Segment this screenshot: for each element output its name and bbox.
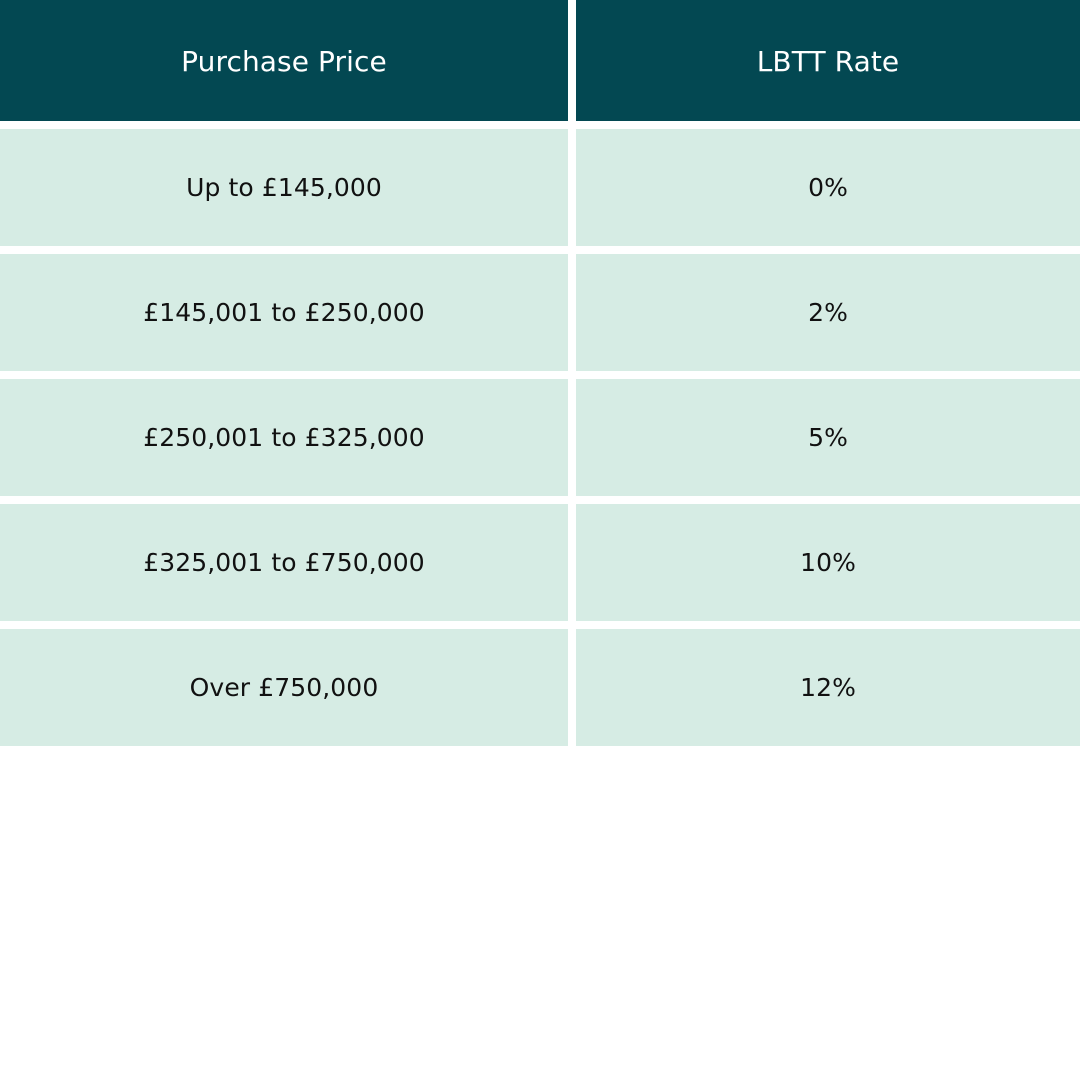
row-1-lbtt-rate: 0% xyxy=(576,129,1080,246)
row-2-purchase-price: £145,001 to £250,000 xyxy=(0,254,568,371)
row-3-lbtt-rate: 5% xyxy=(576,379,1080,496)
row-1-purchase-price: Up to £145,000 xyxy=(0,129,568,246)
row-4-lbtt-rate: 10% xyxy=(576,504,1080,621)
row-5-purchase-price: Over £750,000 xyxy=(0,629,568,746)
row-4-purchase-price: £325,001 to £750,000 xyxy=(0,504,568,621)
row-3-purchase-price: £250,001 to £325,000 xyxy=(0,379,568,496)
row-2-lbtt-rate: 2% xyxy=(576,254,1080,371)
header-lbtt-rate: LBTT Rate xyxy=(576,0,1080,121)
header-purchase-price: Purchase Price xyxy=(0,0,568,121)
row-5-lbtt-rate: 12% xyxy=(576,629,1080,746)
